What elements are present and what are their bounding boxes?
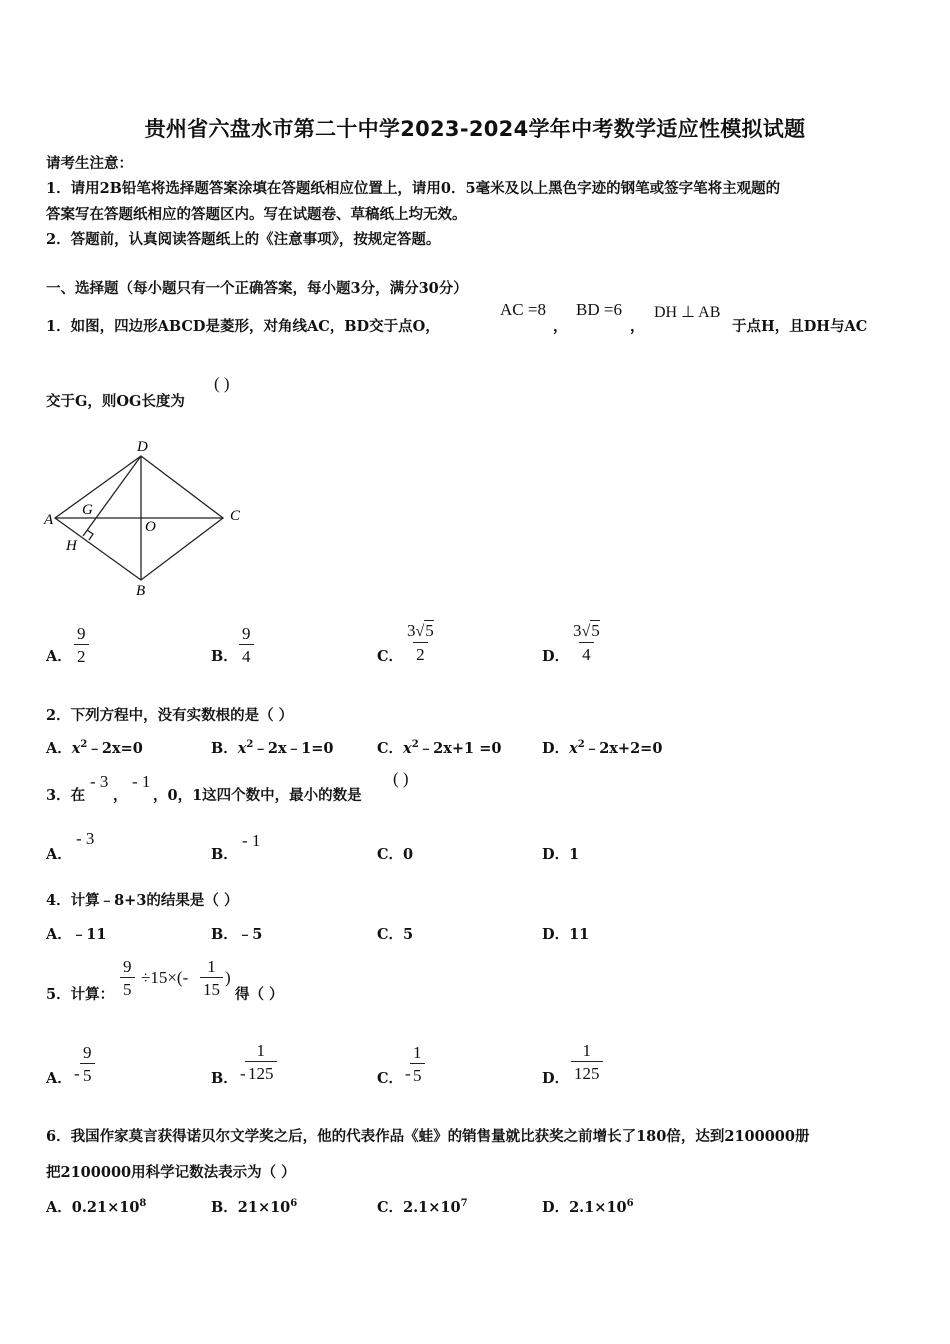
q1-option-a-label[interactable]: A． (46, 648, 72, 665)
q5-option-b-sign: - (240, 1064, 246, 1083)
option-base: 0.21×10 (71, 1199, 140, 1216)
q1-expr-dh: DH ⊥ AB (654, 304, 721, 321)
denominator: 15 (200, 977, 223, 998)
option-label: A． (46, 1199, 72, 1216)
option-label: C． (377, 740, 404, 757)
q5-option-a-sign: - (74, 1064, 80, 1083)
q4-option-b[interactable] (211, 923, 262, 944)
label-b: B (136, 583, 146, 599)
q3-option-d[interactable] (542, 843, 579, 864)
q5-option-b-label[interactable]: B． (211, 1070, 238, 1087)
denominator: 5 (120, 977, 135, 998)
option-label: D． (542, 846, 570, 863)
page-title: 贵州省六盘水市第二十中学2023-2024学年中考数学适应性模拟试题 (144, 117, 806, 141)
option-base: 2.1×10 (569, 1199, 627, 1216)
exponent: 2 (246, 739, 254, 751)
option-label: C． (377, 846, 404, 863)
q2-option-c[interactable] (377, 737, 501, 758)
q3-prefix: 3．在 (46, 787, 86, 804)
option-label: B． (211, 740, 238, 757)
q1-text-c: 交于G，则OG长度为 (46, 393, 185, 410)
numerator (404, 622, 437, 642)
notice-line-2: 2．答题前，认真阅读答题纸上的《注意事项》，按规定答题。 (46, 231, 441, 248)
q4-option-d[interactable] (542, 923, 589, 944)
q1-expr-ac: AC =8 (500, 300, 546, 319)
variable: x (71, 740, 81, 757)
denominator: 4 (239, 644, 254, 665)
q5-fraction-1 (120, 958, 135, 998)
q2-text: 2．下列方程中，没有实数根的是（ ） (46, 707, 294, 724)
exponent: 2 (411, 739, 419, 751)
option-label: D． (542, 926, 570, 943)
option-base: 21×10 (237, 1199, 291, 1216)
exponent: 2 (577, 739, 585, 751)
option-label: D． (542, 1199, 570, 1216)
option-label: B． (211, 926, 238, 943)
expression-rest: ﹣2x+1 =0 (418, 740, 502, 757)
q4-text: 4．计算﹣8+3的结果是（ ） (46, 892, 239, 909)
denominator: 125 (571, 1061, 603, 1082)
numerator (570, 622, 603, 642)
q3-option-b-value: - 1 (242, 831, 261, 850)
q1-comma-2: ， (630, 318, 645, 335)
notice-line-1: 1．请用2B铅笔将选择题答案涂填在答题纸相应位置上，请用0．5毫米及以上黑色字迹的钢笔或签字笔将主观题的 (46, 180, 781, 197)
q4-option-c[interactable] (377, 923, 413, 944)
segment-dh (83, 456, 141, 536)
q3-comma: ， (113, 787, 128, 804)
numerator: 1 (413, 1043, 422, 1062)
q1-option-c-label[interactable]: C． (377, 648, 404, 665)
sqrt-icon: √ (581, 623, 591, 640)
q6-option-b[interactable] (211, 1196, 297, 1217)
q6-option-d[interactable] (542, 1196, 634, 1217)
expression-rest: ﹣2x﹣1=0 (253, 740, 334, 757)
option-label: D． (542, 740, 570, 757)
q5-option-a-label[interactable]: A． (46, 1070, 72, 1087)
exponent: 8 (139, 1198, 147, 1210)
q1-option-b-label[interactable]: B． (211, 648, 238, 665)
notice-heading: 请考生注意： (46, 155, 133, 172)
option-value: 5 (403, 926, 414, 943)
option-value: 1 (569, 846, 580, 863)
option-value: ﹣11 (71, 926, 107, 943)
numerator: 1 (256, 1041, 265, 1060)
exponent: 2 (80, 739, 88, 751)
exponent: 7 (460, 1198, 468, 1210)
q1-expr-bd: BD =6 (576, 300, 622, 319)
label-h: H (66, 538, 77, 554)
rhombus-figure (40, 430, 250, 600)
coefficient: 3 (407, 621, 416, 640)
denominator: 2 (413, 642, 428, 663)
option-label: C． (377, 1199, 404, 1216)
option-base: 2.1×10 (403, 1199, 461, 1216)
q5-suffix: 得（ ） (235, 986, 284, 1003)
numerator: 9 (242, 624, 251, 643)
exponent: 6 (290, 1198, 298, 1210)
q3-answer-paren: ( ) (393, 769, 409, 788)
q4-option-a[interactable] (46, 923, 106, 944)
option-label: A． (46, 740, 72, 757)
label-g: G (82, 502, 93, 518)
q5-option-a-fraction (80, 1044, 95, 1084)
option-value: 0 (403, 846, 414, 863)
numerator: 9 (77, 624, 86, 643)
option-label: A． (46, 926, 72, 943)
label-a: A (44, 512, 54, 528)
q5-option-b-fraction (245, 1042, 277, 1082)
q5-option-c-label[interactable]: C． (377, 1070, 404, 1087)
radicand: 5 (425, 621, 434, 640)
q5-close-paren: ) (225, 968, 231, 987)
q5-option-d-label[interactable]: D． (542, 1070, 570, 1087)
coefficient: 3 (573, 621, 582, 640)
denominator: 5 (80, 1063, 95, 1084)
q6-option-c[interactable] (377, 1196, 468, 1217)
exponent: 6 (626, 1198, 634, 1210)
q3-value-2: - 1 (132, 772, 151, 791)
notice-line-1b: 答案写在答题纸相应的答题区内。写在试题卷、草稿纸上均无效。 (46, 206, 467, 223)
q2-option-a[interactable] (46, 737, 143, 758)
q5-option-d-fraction (571, 1042, 603, 1082)
option-label: B． (211, 1199, 238, 1216)
expression-rest: ﹣2x=0 (87, 740, 143, 757)
q3-option-c[interactable] (377, 843, 413, 864)
q2-option-b[interactable] (211, 737, 333, 758)
q1-option-a-fraction (74, 625, 89, 665)
q6-line-1: 6．我国作家莫言获得诺贝尔文学奖之后，他的代表作品《蛙》的销售量就比获奖之前增长了180倍，达到2100000册 (46, 1128, 810, 1145)
q1-text-a: 1．如图，四边形ABCD是菱形，对角线AC，BD交于点O， (46, 318, 440, 335)
option-label: C． (377, 926, 404, 943)
q5-option-c-fraction (410, 1044, 425, 1084)
numerator: 9 (123, 957, 132, 976)
right-angle-mark (87, 530, 93, 540)
denominator: 125 (245, 1061, 277, 1082)
variable: x (403, 740, 412, 757)
label-c: C (230, 508, 241, 524)
option-value: ﹣5 (237, 926, 263, 943)
q1-option-d-label[interactable]: D． (542, 648, 570, 665)
q1-option-c-fraction (404, 622, 437, 663)
q1-comma-1: ， (553, 318, 568, 335)
q1-option-b-fraction (239, 625, 254, 665)
label-d: D (137, 439, 148, 455)
q3-value-1: - 3 (90, 772, 109, 791)
q1-text-b: 于点H，且DH与AC (732, 318, 868, 335)
q5-fraction-2 (200, 958, 223, 998)
numerator: 1 (582, 1041, 591, 1060)
q3-text: ，0，1这四个数中，最小的数是 (153, 787, 362, 804)
numerator: 1 (207, 957, 216, 976)
denominator: 5 (410, 1063, 425, 1084)
q3-option-b-label[interactable]: B． (211, 846, 238, 863)
option-value: 11 (569, 926, 590, 943)
q5-option-c-sign: - (405, 1064, 411, 1083)
denominator: 4 (579, 642, 594, 663)
expression-rest: ﹣2x+2=0 (584, 740, 663, 757)
sqrt-icon: √ (415, 623, 425, 640)
q3-option-a-value: - 3 (76, 829, 95, 848)
radicand: 5 (591, 621, 600, 640)
q1-option-d-fraction (570, 622, 603, 663)
q6-line-2: 把2100000用科学记数法表示为（ ） (46, 1164, 296, 1181)
q1-answer-paren: ( ) (214, 374, 230, 393)
q3-option-a-label[interactable]: A． (46, 846, 72, 863)
variable: x (237, 740, 247, 757)
numerator: 9 (83, 1043, 92, 1062)
label-o: O (145, 519, 156, 535)
variable: x (569, 740, 578, 757)
q5-operator: ÷15×(- (141, 968, 189, 987)
q2-option-d[interactable] (542, 737, 662, 758)
denominator: 2 (74, 644, 89, 665)
q5-prefix: 5．计算： (46, 986, 115, 1003)
q6-option-a[interactable] (46, 1196, 146, 1217)
section-heading: 一、选择题（每小题只有一个正确答案，每小题3分，满分30分） (46, 280, 468, 297)
